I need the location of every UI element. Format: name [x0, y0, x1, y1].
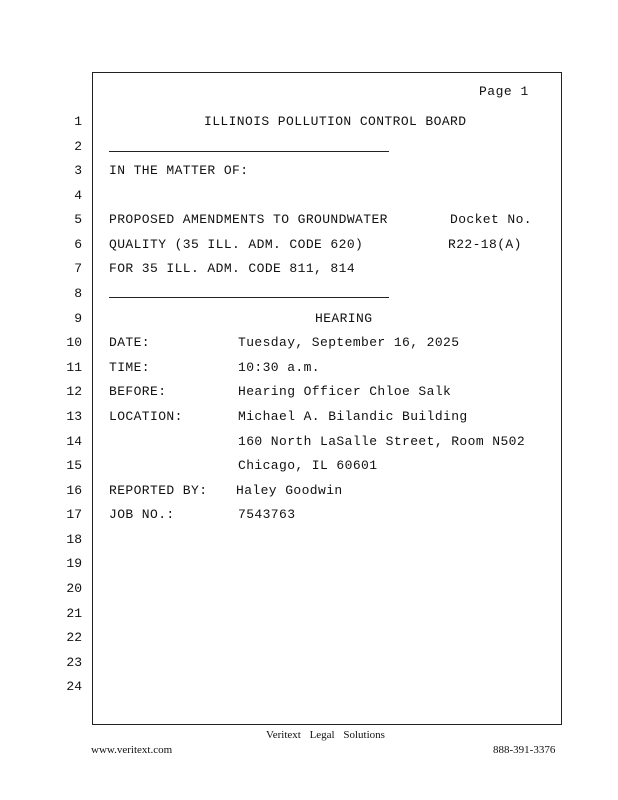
- line-number-20: 20: [66, 581, 82, 596]
- footer-company: Veritext Legal Solutions: [266, 729, 385, 741]
- docket-number: R22-18(A): [448, 237, 522, 252]
- line-number-17: 17: [66, 507, 82, 522]
- line-number-4: 4: [74, 188, 82, 203]
- line-number-16: 16: [66, 483, 82, 498]
- line-number-9: 9: [74, 311, 82, 326]
- location-label: LOCATION:: [109, 409, 183, 424]
- footer-phone: 888-391-3376: [493, 744, 556, 756]
- caption-line-3: FOR 35 ILL. ADM. CODE 811, 814: [109, 261, 356, 276]
- line-number-19: 19: [66, 556, 82, 571]
- line-number-1: 1: [74, 114, 82, 129]
- caption-line-2: QUALITY (35 ILL. ADM. CODE 620): [109, 237, 364, 252]
- time-label: TIME:: [109, 360, 151, 375]
- footer-website: www.veritext.com: [91, 744, 173, 756]
- caption-bottom-rule: [109, 297, 389, 298]
- page-number-label: Page 1: [479, 84, 529, 99]
- line-number-10: 10: [66, 335, 82, 350]
- line-number-6: 6: [74, 237, 82, 252]
- line-number-14: 14: [66, 434, 82, 449]
- date-value: Tuesday, September 16, 2025: [238, 335, 460, 350]
- location-line-3: Chicago, IL 60601: [238, 458, 378, 473]
- line-number-7: 7: [74, 261, 82, 276]
- line-number-8: 8: [74, 286, 82, 301]
- line-number-24: 24: [66, 679, 82, 694]
- line-number-12: 12: [66, 384, 82, 399]
- line-number-22: 22: [66, 630, 82, 645]
- caption-top-rule: [109, 151, 389, 152]
- line-number-11: 11: [66, 360, 82, 375]
- before-value: Hearing Officer Chloe Salk: [238, 384, 452, 399]
- caption-line-1: PROPOSED AMENDMENTS TO GROUNDWATER: [109, 212, 388, 227]
- line-number-18: 18: [66, 532, 82, 547]
- reported-by-value: Haley Goodwin: [236, 483, 343, 498]
- before-label: BEFORE:: [109, 384, 167, 399]
- location-line-1: Michael A. Bilandic Building: [238, 409, 468, 424]
- line-number-15: 15: [66, 458, 82, 473]
- job-number-value: 7543763: [238, 507, 296, 522]
- board-title: ILLINOIS POLLUTION CONTROL BOARD: [204, 114, 467, 129]
- line-number-2: 2: [74, 139, 82, 154]
- reported-by-label: REPORTED BY:: [109, 483, 208, 498]
- line-number-5: 5: [74, 212, 82, 227]
- date-label: DATE:: [109, 335, 151, 350]
- docket-label: Docket No.: [450, 212, 533, 227]
- hearing-heading: HEARING: [315, 311, 373, 326]
- line-number-3: 3: [74, 163, 82, 178]
- time-value: 10:30 a.m.: [238, 360, 321, 375]
- matter-heading: IN THE MATTER OF:: [109, 163, 249, 178]
- line-number-13: 13: [66, 409, 82, 424]
- line-number-21: 21: [66, 606, 82, 621]
- job-number-label: JOB NO.:: [109, 507, 175, 522]
- line-number-23: 23: [66, 655, 82, 670]
- location-line-2: 160 North LaSalle Street, Room N502: [238, 434, 526, 449]
